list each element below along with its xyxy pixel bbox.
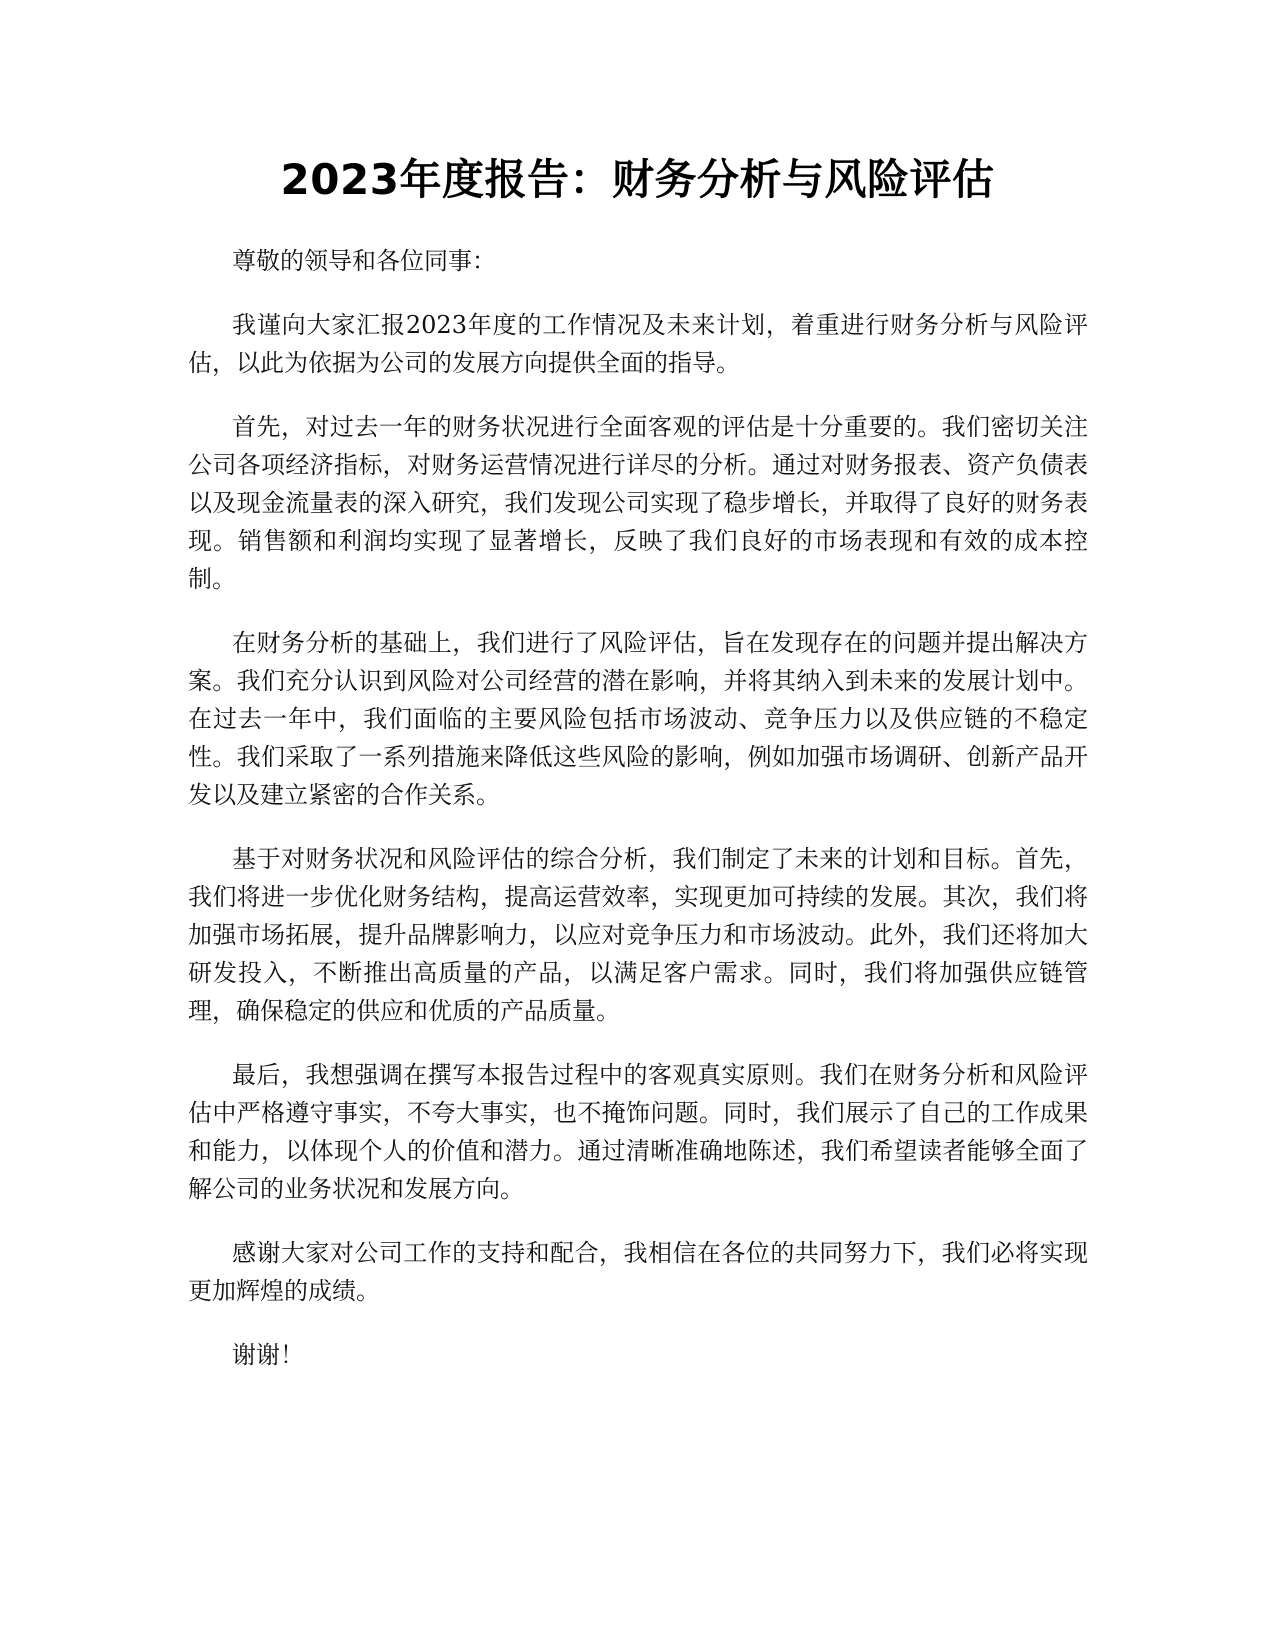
document-title: 2023年度报告：财务分析与风险评估: [280, 155, 995, 204]
paragraph-salutation: 尊敬的领导和各位同事：: [232, 247, 496, 275]
paragraph-financial-review: 首先，对过去一年的财务状况进行全面客观的评估是十分重要的。我们密切关注公司各项经济指标，对财务运营情况进行详尽的分析。通过对财务报表、资产负债表以及现金流量表的深入研究，我们发现公司实现了稳步增长，并取得了良好的财务表现。销售额和利润均实现了显著增长，反映了我们良好的市场表现和有效的成本控制。: [188, 413, 1088, 593]
paragraph-principles: 最后，我想强调在撰写本报告过程中的客观真实原则。我们在财务分析和风险评估中严格遵守事实，不夸大事实，也不掩饰问题。同时，我们展示了自己的工作成果和能力，以体现个人的价值和潜力。通过清晰准确地陈述，我们希望读者能够全面了解公司的业务状况和发展方向。: [188, 1061, 1088, 1203]
paragraph-future-plans: 基于对财务状况和风险评估的综合分析，我们制定了未来的计划和目标。首先，我们将进一步优化财务结构，提高运营效率，实现更加可持续的发展。其次，我们将加强市场拓展，提升品牌影响力，以应对竞争压力和市场波动。此外，我们还将加大研发投入，不断推出高质量的产品，以满足客户需求。同时，我们将加强供应链管理，确保稳定的供应和优质的产品质量。: [188, 845, 1088, 1025]
paragraph-intro: 我谨向大家汇报2023年度的工作情况及未来计划，着重进行财务分析与风险评估，以此为依据为公司的发展方向提供全面的指导。: [188, 311, 1088, 377]
document-body: [188, 242, 1088, 1400]
paragraph-thanks: 感谢大家对公司工作的支持和配合，我相信在各位的共同努力下，我们必将实现更加辉煌的成绩。: [188, 1239, 1088, 1305]
paragraph-risk-assessment: 在财务分析的基础上，我们进行了风险评估，旨在发现存在的问题并提出解决方案。我们充分认识到风险对公司经营的潜在影响，并将其纳入到未来的发展计划中。在过去一年中，我们面临的主要风险包括市场波动、竞争压力以及供应链的不稳定性。我们采取了一系列措施来降低这些风险的影响，例如加强市场调研、创新产品开发以及建立紧密的合作关系。: [188, 629, 1088, 809]
paragraph-closing: 谢谢！: [232, 1341, 304, 1369]
